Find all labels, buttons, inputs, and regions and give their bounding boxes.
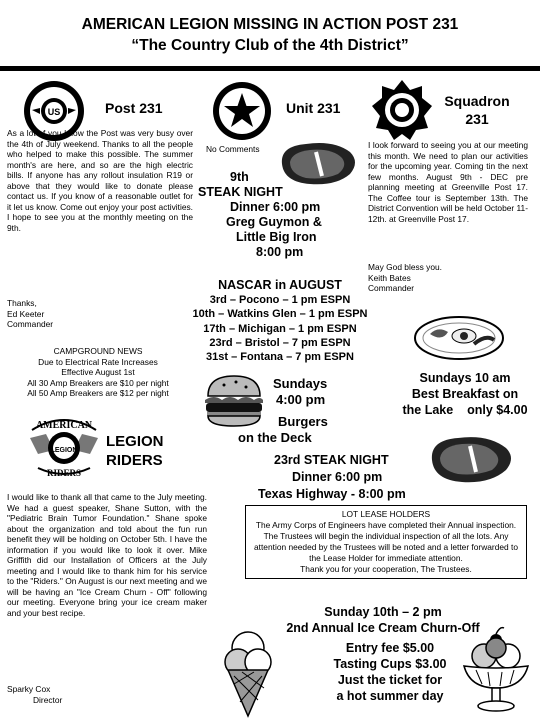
ice-cream-tagline: Just the ticket for <box>337 673 443 687</box>
burgers-location: on the Deck <box>238 430 312 445</box>
riders-emblem-bottom: RIDERS <box>46 468 82 478</box>
burgers-label: Burgers <box>278 414 328 429</box>
squadron-signoff <box>368 262 528 294</box>
nascar-schedule <box>170 293 390 364</box>
nascar-race: 3rd – Pocono – 1 pm ESPN <box>209 294 351 306</box>
steak-dinner: Dinner 6:00 pm <box>230 200 321 214</box>
steak-image-2 <box>426 432 516 486</box>
steak-night-23rd <box>258 452 428 503</box>
post-body: As a lot of you know the Post was very busy over the 4th of July weekend. Thanks to all the people who helped to make this possible. The summer month's are here, and so are the high electric bills. If anyone has any rollout insulation R19 or above that they would like to donate please contact us. If you know of a reasonable outlet for it let us know. Come out enjoy your post activities. I hope to see you at the monthly meeting on the 9th. <box>7 128 193 233</box>
lot-lease-title: LOT LEASE HOLDERS <box>341 509 431 519</box>
squadron-heading-line: 231 <box>465 111 489 127</box>
ice-cream-tasting-price: Tasting Cups $3.00 <box>333 657 447 671</box>
breakfast-plate-image <box>412 312 506 362</box>
svg-text:US: US <box>47 107 61 117</box>
steak-band: Greg Guymon & <box>226 215 322 229</box>
page-subtitle: “The Country Club of the 4th District” <box>131 37 409 54</box>
lot-lease-body: The Army Corps of Engineers have completed their Annual inspection. The Trustees will begin the individual inspection of all the lots. Any attention needed by the Trustees will be noted and a letter forwarded to the Lease Holder for immediate attention. <box>254 520 518 563</box>
riders-signoff <box>7 684 127 705</box>
ice-cream-cone-image <box>214 618 284 718</box>
post-signoff-thanks: Thanks, <box>7 298 37 308</box>
nascar-race: 17th – Michigan – 1 pm ESPN <box>203 322 357 335</box>
steak-band: Little Big Iron <box>236 230 317 244</box>
riders-emblem <box>28 410 100 482</box>
breakfast <box>395 370 535 418</box>
steak23-band: Texas Highway - 8:00 pm <box>258 487 406 501</box>
steak-time: 8:00 pm <box>256 245 304 259</box>
riders-body: I would like to thank all that came to the July meeting. We had a guest speaker, Shane Sutton, with the "Pediatric Brain Tumor Foundation." Shane spoke about the organization and told about the fun run benefit they will be holding on October 5th. I have the information if you would like to look it over. Mike Griffith did our Installation of Officers at the July meeting and I would like to thank him for his service to the "Riders." On August is our next meeting and we will be having an "Ice Cream Churn - Off" following our meeting. Everyone bring your ice cream maker and your best recipe. <box>7 492 207 618</box>
steak-date: 9th <box>230 170 249 184</box>
unit-emblem <box>210 80 274 142</box>
riders-heading-line: RIDERS <box>106 452 163 469</box>
ice-cream-entry-fee: Entry fee $5.00 <box>345 641 435 655</box>
riders-signoff-title: Director <box>33 694 63 705</box>
campground-line: Due to Electrical Rate Increases <box>38 356 158 367</box>
riders-heading-line: LEGION <box>106 433 164 450</box>
campground-line: All 50 Amp Breakers are $12 per night <box>27 388 169 398</box>
post-signoff-name: Ed Keeter <box>7 308 45 319</box>
riders-signoff-name: Sparky Cox <box>7 684 51 694</box>
breakfast-title: Best Breakfast on <box>411 387 519 401</box>
header-rule <box>0 66 540 71</box>
riders-emblem-top: AMERICAN <box>35 420 93 431</box>
burgers-day: Sundays <box>273 376 328 391</box>
burgers-hour: 4:00 pm <box>276 392 326 407</box>
riders-heading <box>106 432 164 470</box>
squadron-emblem <box>370 78 434 142</box>
breakfast-time: Sundays 10 am <box>419 371 511 385</box>
burgers-title <box>238 414 328 446</box>
nascar-race: 23rd – Bristol – 7 pm ESPN <box>209 336 351 349</box>
steak23-title: 23rd STEAK NIGHT <box>274 453 389 467</box>
squadron-signoff-title: Commander <box>368 283 415 293</box>
breakfast-price: the Lake only $4.00 <box>402 403 528 417</box>
steak23-dinner: Dinner 6:00 pm <box>292 470 383 484</box>
steak-night-9th <box>198 170 366 260</box>
campground-line: All 30 Amp Breakers are $10 per night <box>27 377 169 388</box>
campground-line: Effective August 1st <box>61 367 135 377</box>
page-title: AMERICAN LEGION MISSING IN ACTION POST 231 <box>81 16 459 33</box>
post-signoff-title: Commander <box>7 319 54 329</box>
post-signoff <box>7 298 193 330</box>
ice-cream-date: Sunday 10th – 2 pm <box>324 605 442 619</box>
burgers-time <box>273 376 327 408</box>
lot-lease-box <box>245 505 527 579</box>
ice-cream-title: 2nd Annual Ice Cream Churn-Off <box>286 621 480 635</box>
nascar-title: NASCAR in AUGUST <box>218 278 342 292</box>
sundae-image <box>456 626 536 716</box>
nascar-race: 10th – Watkins Glen – 1 pm ESPN <box>192 308 368 321</box>
unit-heading: Unit 231 <box>286 100 341 116</box>
squadron-heading-line: Squadron <box>444 93 510 109</box>
campground-title: CAMPGROUND NEWS <box>53 346 143 356</box>
riders-emblem-mid: LEGION <box>50 447 78 454</box>
steak-title: STEAK NIGHT <box>198 185 283 199</box>
post-heading: Post 231 <box>105 100 163 116</box>
squadron-heading <box>434 92 520 128</box>
ice-cream-tagline: a hot summer day <box>336 689 444 703</box>
unit-comments: No Comments <box>206 144 260 154</box>
nascar-race: 31st – Fontana – 7 pm ESPN <box>206 351 354 364</box>
campground-news <box>0 346 196 399</box>
squadron-body: I look forward to seeing you at our meeting this month. We need to plan our activities for the upcoming year. Coming tin the next few months. August 9th - DEC pre planning meeting at Greenville Post 17. The Coffee tour is September 13th. The District Convention will be held October 11-12th. at Greenville Post 17. <box>368 140 528 224</box>
squadron-signoff-name: Keith Bates <box>368 272 411 283</box>
lot-lease-thanks: Thank you for your cooperation, The Trustees. <box>300 564 472 574</box>
ice-cream-fee <box>324 640 456 704</box>
squadron-signoff-blessing: May God bless you. <box>368 262 443 272</box>
